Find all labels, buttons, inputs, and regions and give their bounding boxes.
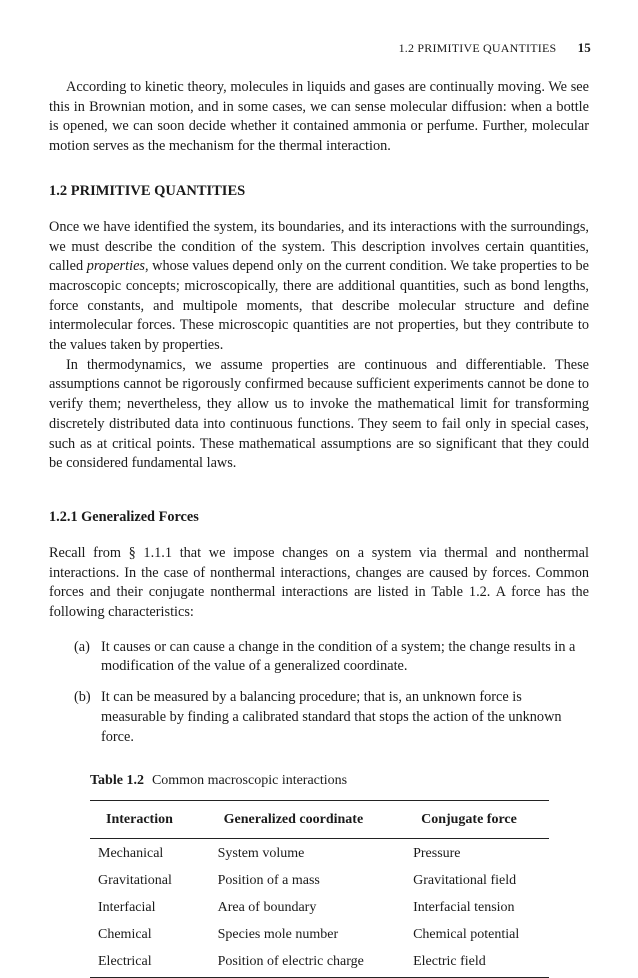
table-cell: Mechanical xyxy=(98,845,164,861)
table-cell: Pressure xyxy=(413,845,461,861)
table-row xyxy=(90,867,549,894)
list-item xyxy=(74,688,589,747)
section-paragraph-2: In thermodynamics, we assume properties are continuous and differentiable. These assumptions cannot be rigorously confirmed because sufficient experiments cannot be done to verify them; nevertheless, they allow us to invoke the mathematical limit for transforming discretely distributed data into continuous functions. They seem to fail only in special cases, such as at critical points. These mathematical assumptions are so significant that they could be considered fundamental laws. xyxy=(49,356,589,472)
table-cell: Gravitational field xyxy=(413,872,517,888)
subsection-heading: 1.2.1 Generalized Forces xyxy=(49,508,199,525)
table-block xyxy=(90,771,589,977)
running-header-section: 1.2 PRIMITIVE QUANTITIES xyxy=(398,41,557,55)
table-row xyxy=(90,838,549,867)
table-cell: Interfacial tension xyxy=(413,899,515,915)
intro-paragraph: According to kinetic theory, molecules in liquids and gases are continually moving. We see this in Brownian motion, and in some cases, we can sense molecular diffusion: when a bottle is opened, we can soon decide whether it contained ammonia or perfume. Further, molecular motion serves as the mechanism for the thermal interaction. xyxy=(49,79,589,155)
subsection-paragraph: Recall from § 1.1.1 that we impose changes on a system via thermal and nonthermal interactions. In the case of nonthermal interactions, changes are caused by forces. Common forces and their conjugate nonthermal interactions are listed in Table 1.2. A force has the following characteristics: xyxy=(49,544,589,621)
table-cell: Gravitational xyxy=(98,872,172,888)
table-cell: Area of boundary xyxy=(217,899,317,915)
table-caption xyxy=(90,771,589,791)
list-item-text: It causes or can cause a change in the condition of a system; the change results in a modification of the value of a generalized coordinate. xyxy=(101,638,576,675)
column-header-coordinate: Generalized coordinate xyxy=(218,800,413,838)
column-header-interaction: Interaction xyxy=(90,800,218,838)
table-cell: Position of a mass xyxy=(217,872,320,888)
page-number: 15 xyxy=(577,40,591,55)
table-row xyxy=(90,921,549,948)
running-header xyxy=(399,40,591,56)
section-paragraph-1 xyxy=(49,218,589,356)
table-label: Table 1.2 xyxy=(90,773,144,789)
table-cell: Electric field xyxy=(413,948,549,978)
column-header-force: Conjugate force xyxy=(413,800,549,838)
table-cell: Position of electric charge xyxy=(218,948,413,978)
table-header-row xyxy=(90,800,549,838)
interactions-table xyxy=(90,800,549,978)
table-cell: Electrical xyxy=(90,948,218,978)
table-row xyxy=(90,948,549,978)
table-cell: System volume xyxy=(217,845,305,861)
table-row xyxy=(90,894,549,921)
table-cell: Chemical xyxy=(98,926,152,942)
table-cell: Species mole number xyxy=(217,926,339,942)
list-item-marker: (a) xyxy=(74,638,90,655)
list-item-marker: (b) xyxy=(74,689,91,706)
list-item xyxy=(74,638,589,677)
table-caption-text: Common macroscopic interactions xyxy=(151,773,348,789)
section-paragraph-1-text-a: Once we have identified the system, its boundaries, and its interactions with the surroundings, we must describe the condition of the system. This description involves certain quantities, called xyxy=(49,218,589,275)
table-cell: Interfacial xyxy=(98,899,156,915)
table-cell: Chemical potential xyxy=(413,926,520,942)
section-paragraph-1-text-b: , whose values depend only on the current condition. We take properties to be macroscopic concepts; microscopically, there are additional quantities, such as bond lengths, force constants, and multipole moments, that describe molecular structure and define intermolecular forces. These microscopic quantities are not properties, but they contribute to the values taken by properties. xyxy=(49,258,589,354)
list-item-text: It can be measured by a balancing procedure; that is, an unknown force is measurable by finding a calibrated standard that stops the action of the unknown force. xyxy=(101,689,562,745)
page-body xyxy=(49,78,589,978)
properties-term: properties xyxy=(86,258,145,275)
section-heading: 1.2 PRIMITIVE QUANTITIES xyxy=(49,182,246,199)
force-characteristics-list xyxy=(49,638,589,748)
